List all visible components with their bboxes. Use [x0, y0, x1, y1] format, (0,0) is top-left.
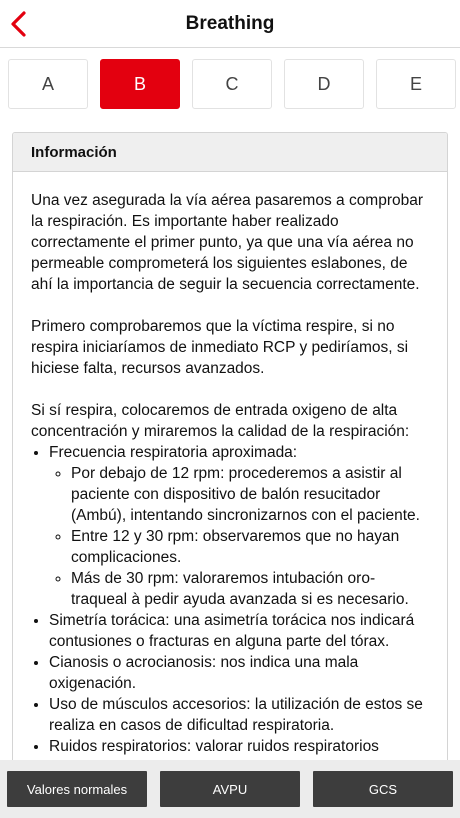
tab-c[interactable]: C	[192, 59, 272, 109]
list-item: • Simetría torácica: una asimetría torácica nos indicará contusiones o fracturas en alguna parte del tórax.	[49, 610, 431, 652]
sublist-item: ◦ Por debajo de 12 rpm: procederemos a asistir al paciente con dispositivo de balón resucitador (Ambú), intentando sincronizarnos con el paciente.	[71, 463, 431, 526]
list-item: • Cianosis o acrocianosis: nos indica una mala oxigenación.	[49, 652, 431, 694]
abcde-tab-bar	[8, 59, 456, 109]
paragraph-oxygen: Si sí respira, colocaremos de entrada oxigeno de alta concentración y miraremos la calidad de la respiración:	[31, 402, 410, 440]
assessment-list	[31, 442, 431, 757]
page-title: Breathing	[185, 13, 275, 34]
paragraph-check-breathing: Primero comprobaremos que la víctima respire, si no respira iniciaríamos de inmediato RCP y pediríamos, si hiciese falta, recursos avanzados.	[31, 318, 409, 377]
tab-b[interactable]: B	[100, 59, 180, 109]
avpu-button[interactable]: AVPU	[160, 771, 300, 807]
tab-e[interactable]: E	[376, 59, 456, 109]
info-card-title: Información	[13, 133, 447, 172]
sublist-item: ◦ Entre 12 y 30 rpm: observaremos que no hayan complicaciones.	[71, 526, 431, 568]
info-card[interactable]	[12, 132, 448, 772]
gcs-button[interactable]: GCS	[313, 771, 453, 807]
tab-d[interactable]: D	[284, 59, 364, 109]
app-header	[0, 0, 460, 48]
tab-a[interactable]: A	[8, 59, 88, 109]
sublist-item: ◦ Más de 30 rpm: valoraremos intubación oro-traqueal à pedir ayuda avanzada si es necesario.	[71, 568, 431, 610]
info-card-body	[13, 172, 447, 757]
list-item: • Ruidos respiratorios: valorar ruidos respiratorios	[49, 736, 431, 757]
list-item-frecuencia	[49, 442, 431, 610]
paragraph-intro: Una vez asegurada la vía aérea pasaremos a comprobar la respiración. Es importante haber realizado correctamente el primer punto, ya que una vía aérea no permeable comprometerá los siguientes eslabones, de ahí la importancia de seguir la secuencia correctamente.	[31, 192, 424, 293]
frecuencia-sublist	[49, 463, 431, 610]
list-item-text: Frecuencia respiratoria aproximada:	[49, 444, 298, 461]
footer-bar	[0, 760, 460, 818]
list-item: • Uso de músculos accesorios: la utilización de estos se realiza en casos de dificultad respiratoria.	[49, 694, 431, 736]
valores-normales-button[interactable]: Valores normales	[7, 771, 147, 807]
